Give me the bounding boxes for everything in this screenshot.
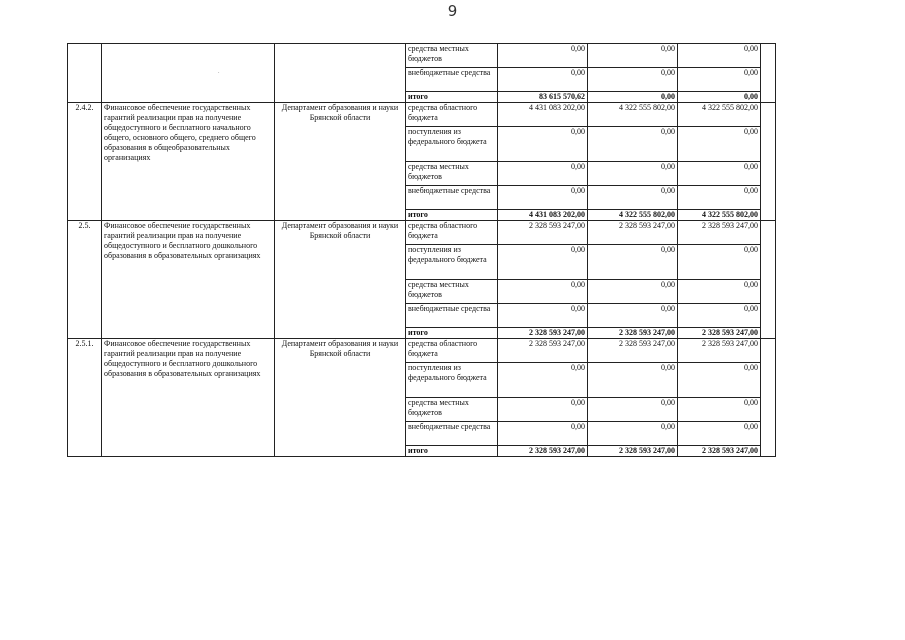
amount-v2: 2 328 593 247,00 (588, 446, 678, 457)
empty-column (761, 339, 776, 457)
row-responsible: Департамент образования и науки Брянской области (275, 103, 406, 221)
funding-source: средства областного бюджета (406, 221, 498, 245)
funding-source: средства областного бюджета (406, 339, 498, 363)
empty-column (761, 44, 776, 103)
amount-v3: 0,00 (678, 92, 761, 103)
funding-source: средства областного бюджета (406, 103, 498, 127)
row-code: 2.5.1. (68, 339, 102, 457)
amount-v3: 4 322 555 802,00 (678, 210, 761, 221)
funding-source: средства местных бюджетов (406, 162, 498, 186)
empty-column (761, 103, 776, 221)
amount-v2: 0,00 (588, 127, 678, 162)
empty-column (761, 221, 776, 339)
row-code: 2.5. (68, 221, 102, 339)
funding-source: итого (406, 210, 498, 221)
amount-v1: 4 431 083 202,00 (498, 103, 588, 127)
amount-v3: 2 328 593 247,00 (678, 221, 761, 245)
funding-source: внебюджетные средства (406, 186, 498, 210)
amount-v2: 0,00 (588, 186, 678, 210)
funding-source: внебюджетные средства (406, 304, 498, 328)
amount-v1: 0,00 (498, 186, 588, 210)
amount-v2: 0,00 (588, 44, 678, 68)
amount-v2: 0,00 (588, 304, 678, 328)
amount-v1: 0,00 (498, 304, 588, 328)
amount-v3: 0,00 (678, 44, 761, 68)
amount-v2: 0,00 (588, 68, 678, 92)
amount-v2: 4 322 555 802,00 (588, 103, 678, 127)
funding-source: поступления из федерального бюджета (406, 363, 498, 398)
amount-v3: 0,00 (678, 398, 761, 422)
amount-v3: 0,00 (678, 127, 761, 162)
row-name: Финансовое обеспечение государственных гарантий реализации прав на получение общедоступного и бесплатного дошкольного образования в образовательных организациях (102, 221, 275, 339)
amount-v1: 0,00 (498, 280, 588, 304)
amount-v2: 4 322 555 802,00 (588, 210, 678, 221)
row-code: 2.4.2. (68, 103, 102, 221)
amount-v2: 0,00 (588, 162, 678, 186)
amount-v3: 2 328 593 247,00 (678, 446, 761, 457)
amount-v3: 0,00 (678, 363, 761, 398)
table-row (68, 221, 776, 245)
amount-v1: 2 328 593 247,00 (498, 221, 588, 245)
row-name: Финансовое обеспечение государственных гарантий реализации прав на получение общедоступного и бесплатного дошкольного образования в образовательных организациях (102, 339, 275, 457)
amount-v2: 0,00 (588, 422, 678, 446)
amount-v2: 2 328 593 247,00 (588, 339, 678, 363)
row-responsible (275, 44, 406, 103)
row-responsible: Департамент образования и науки Брянской области (275, 339, 406, 457)
scan-speck: . (218, 69, 220, 75)
amount-v2: 0,00 (588, 363, 678, 398)
amount-v1: 2 328 593 247,00 (498, 328, 588, 339)
amount-v2: 0,00 (588, 92, 678, 103)
amount-v3: 0,00 (678, 162, 761, 186)
amount-v3: 0,00 (678, 68, 761, 92)
row-responsible: Департамент образования и науки Брянской области (275, 221, 406, 339)
amount-v1: 83 615 570,62 (498, 92, 588, 103)
row-name (102, 44, 275, 103)
amount-v1: 0,00 (498, 162, 588, 186)
funding-source: итого (406, 446, 498, 457)
funding-source: итого (406, 328, 498, 339)
amount-v3: 2 328 593 247,00 (678, 328, 761, 339)
funding-source: поступления из федерального бюджета (406, 127, 498, 162)
table-row (68, 103, 776, 127)
amount-v1: 4 431 083 202,00 (498, 210, 588, 221)
amount-v2: 0,00 (588, 245, 678, 280)
amount-v2: 0,00 (588, 280, 678, 304)
amount-v1: 0,00 (498, 363, 588, 398)
amount-v3: 0,00 (678, 245, 761, 280)
funding-source: средства местных бюджетов (406, 398, 498, 422)
funding-source: внебюджетные средства (406, 422, 498, 446)
amount-v2: 2 328 593 247,00 (588, 221, 678, 245)
amount-v1: 0,00 (498, 44, 588, 68)
amount-v1: 0,00 (498, 245, 588, 280)
amount-v1: 2 328 593 247,00 (498, 446, 588, 457)
amount-v1: 0,00 (498, 398, 588, 422)
budget-table (67, 43, 776, 457)
funding-source: средства местных бюджетов (406, 280, 498, 304)
funding-source: внебюджетные средства (406, 68, 498, 92)
amount-v3: 4 322 555 802,00 (678, 103, 761, 127)
amount-v1: 2 328 593 247,00 (498, 339, 588, 363)
row-code (68, 44, 102, 103)
table-row (68, 339, 776, 363)
amount-v1: 0,00 (498, 68, 588, 92)
page-number: 9 (447, 2, 458, 20)
amount-v1: 0,00 (498, 127, 588, 162)
amount-v3: 0,00 (678, 304, 761, 328)
funding-source: итого (406, 92, 498, 103)
amount-v2: 0,00 (588, 398, 678, 422)
amount-v3: 0,00 (678, 280, 761, 304)
funding-source: поступления из федерального бюджета (406, 245, 498, 280)
amount-v3: 0,00 (678, 422, 761, 446)
amount-v3: 0,00 (678, 186, 761, 210)
amount-v2: 2 328 593 247,00 (588, 328, 678, 339)
table-row (68, 44, 776, 68)
amount-v1: 0,00 (498, 422, 588, 446)
funding-source: средства местных бюджетов (406, 44, 498, 68)
amount-v3: 2 328 593 247,00 (678, 339, 761, 363)
row-name: Финансовое обеспечение государственных гарантий реализации прав на получение общедоступного и бесплатного начального общего, основного общего, среднего общего образования в общеобразовательных организациях (102, 103, 275, 221)
